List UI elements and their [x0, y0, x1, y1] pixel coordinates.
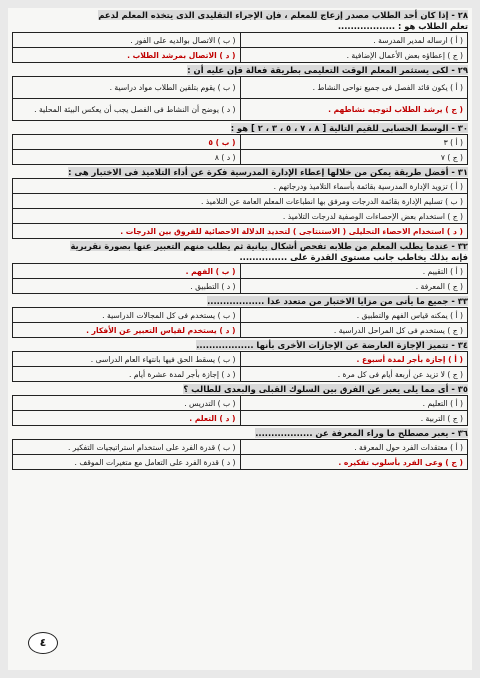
question-29-stem-text: ٢٩ - لكى يستثمر المعلم الوقت التعليمى بطريقة فعالة فإن عليه أن : — [187, 65, 468, 75]
question-29-stem — [8, 63, 472, 76]
option-c: ( ج ) ٧ — [240, 150, 468, 165]
question-28-options — [12, 32, 468, 63]
option-b-answer: ( ب ) الفهم . — [13, 264, 241, 279]
option-b: ( ب ) قدرة الفرد على استخدام استراتيجيات التفكير . — [13, 440, 241, 455]
question-29-options — [12, 76, 468, 121]
option-c: ( ج ) يستخدم فى كل المراحل الدراسية . — [240, 323, 468, 338]
option-c: ( ج ) إعطاؤه بعض الأعمال الإضافية . — [240, 48, 468, 63]
question-34-stem-text: ٣٤ - تتميز الإجازة العارضة عن الإجازات الأخرى بأنها .................. — [196, 340, 468, 350]
question-32-stem — [8, 239, 472, 252]
question-35-stem-text: ٣٥ - أى مما يلى يعبر عن الفرق بين السلوك القبلى والبعدى للطالب ؟ — [183, 384, 468, 394]
option-b: ( ب ) يسقط الحق فيها بانتهاء العام الدراسى . — [13, 352, 241, 367]
question-31-stem-text: ٣١ - أفضل طريقة يمكن من خلالها إعطاء الإدارة المدرسية فكرة عن أداء التلاميذ فى الاختبار هى : — [68, 167, 468, 177]
option-c-answer: ( ج ) يرشد الطلاب لتوجيه نشاطهم . — [240, 99, 468, 121]
option-a: ( أ ) يكون قائد الفصل فى جميع نواحى النشاط . — [240, 77, 468, 99]
option-a: ( أ ) يمكنه قياس الفهم والتطبيق . — [240, 308, 468, 323]
option-d-answer: ( د ) الاتصال بمرشد الطلاب . — [13, 48, 241, 63]
question-35-stem — [8, 382, 472, 395]
question-30-stem — [8, 121, 472, 134]
option-d-answer: ( د ) التعلم . — [13, 411, 241, 426]
option-b-answer: ( ب ) ٥ — [13, 135, 241, 150]
option-a: ( أ ) ارساله لمدير المدرسة . — [240, 33, 468, 48]
option-d: ( د ) قدرة الفرد على التعامل مع متغيرات الموقف . — [13, 455, 241, 470]
option-a-answer: ( أ ) إجازة بأجر لمدة أسبوع . — [240, 352, 468, 367]
option-b: ( ب ) تسليم الإدارة بقائمة الدرجات ومرفق بها انطباعات المعلم العامة عن التلاميذ . — [13, 194, 468, 209]
question-36-stem-text: ٣٦ - يعبر مصطلح ما وراء المعرفة عن .................. — [255, 428, 468, 438]
question-32-stem-line-1: ٣٢ - عندما يطلب المعلم من طلابه تفحص أشكال بيانية ثم يطلب منهم التعبير عنها بصورة نقريرية — [70, 241, 468, 251]
question-32-stem-line-2: فإنه بذلك يخاطب جانب مستوى القدرة على ............... — [239, 252, 468, 262]
option-c: ( ج ) استخدام بعض الإحصاءات الوصفية لدرجات التلاميذ . — [13, 209, 468, 224]
option-a: ( أ ) التقييم . — [240, 264, 468, 279]
option-b: ( ب ) التدريس . — [13, 396, 241, 411]
question-30-stem-text: ٣٠ - الوسط الحسابى للقيم التالية [ ٨ ، ٧ ، ٥ ، ٣ ، ٢ ] هو : — [230, 123, 468, 133]
option-a: ( أ ) ٣ — [240, 135, 468, 150]
question-30-options — [12, 134, 468, 165]
question-31-options — [12, 178, 468, 239]
question-36-options — [12, 439, 468, 470]
question-28-stem-line-2: تعلم الطلاب هو : .................. — [337, 21, 468, 31]
question-35-options — [12, 395, 468, 426]
option-b: ( ب ) الاتصال بوالديه على الفور . — [13, 33, 241, 48]
option-b: ( ب ) يقوم بتلقين الطلاب مواد دراسية . — [13, 77, 241, 99]
option-a: ( أ ) التعليم . — [240, 396, 468, 411]
option-c: ( ج ) التربية . — [240, 411, 468, 426]
option-d: ( د ) ٨ — [13, 150, 241, 165]
page-number: ٤ — [28, 632, 58, 654]
question-28-stem — [8, 8, 472, 21]
option-d: ( د ) التطبيق . — [13, 279, 241, 294]
question-36-stem — [8, 426, 472, 439]
question-31-stem — [8, 165, 472, 178]
option-d-answer: ( د ) يستخدم لقياس التعبير عن الأفكار . — [13, 323, 241, 338]
question-34-options — [12, 351, 468, 382]
question-33-options — [12, 307, 468, 338]
option-a: ( أ ) تزويد الإدارة المدرسية بقائمة بأسماء التلاميذ ودرجاتهم . — [13, 179, 468, 194]
question-28-stem-line-1: ٢٨ - إذا كان أحد الطلاب مصدر إزعاج للمعلم ، فإن الإجراء التقليدى الذى يتخذه المعلم لدعم — [98, 10, 468, 20]
question-34-stem — [8, 338, 472, 351]
question-33-stem-text: ٣٣ - جميع ما يأتى من مزايا الاختبار من متعدد عدا .................. — [207, 296, 468, 306]
exam-page — [8, 8, 472, 670]
option-c-answer: ( ج ) وعى الفرد بأسلوب تفكيره . — [240, 455, 468, 470]
option-c: ( ج ) لا تزيد عن أربعة أيام فى كل مرة . — [240, 367, 468, 382]
question-32-options — [12, 263, 468, 294]
question-33-stem — [8, 294, 472, 307]
option-d: ( د ) إجازة بأجر لمدة عشرة أيام . — [13, 367, 241, 382]
option-b: ( ب ) يستخدم فى كل المجالات الدراسية . — [13, 308, 241, 323]
option-c: ( ج ) المعرفة . — [240, 279, 468, 294]
option-d: ( د ) يوضح أن النشاط فى الفصل يجب أن يعكس البيئة المحلية . — [13, 99, 241, 121]
option-d-answer: ( د ) استخدام الاحصاء التحليلى ( الاستنتاجى ) لتحديد الدلالة الاحصائية للفروق بين الدرجات . — [13, 224, 468, 239]
option-a: ( أ ) معتقدات الفرد حول المعرفة . — [240, 440, 468, 455]
